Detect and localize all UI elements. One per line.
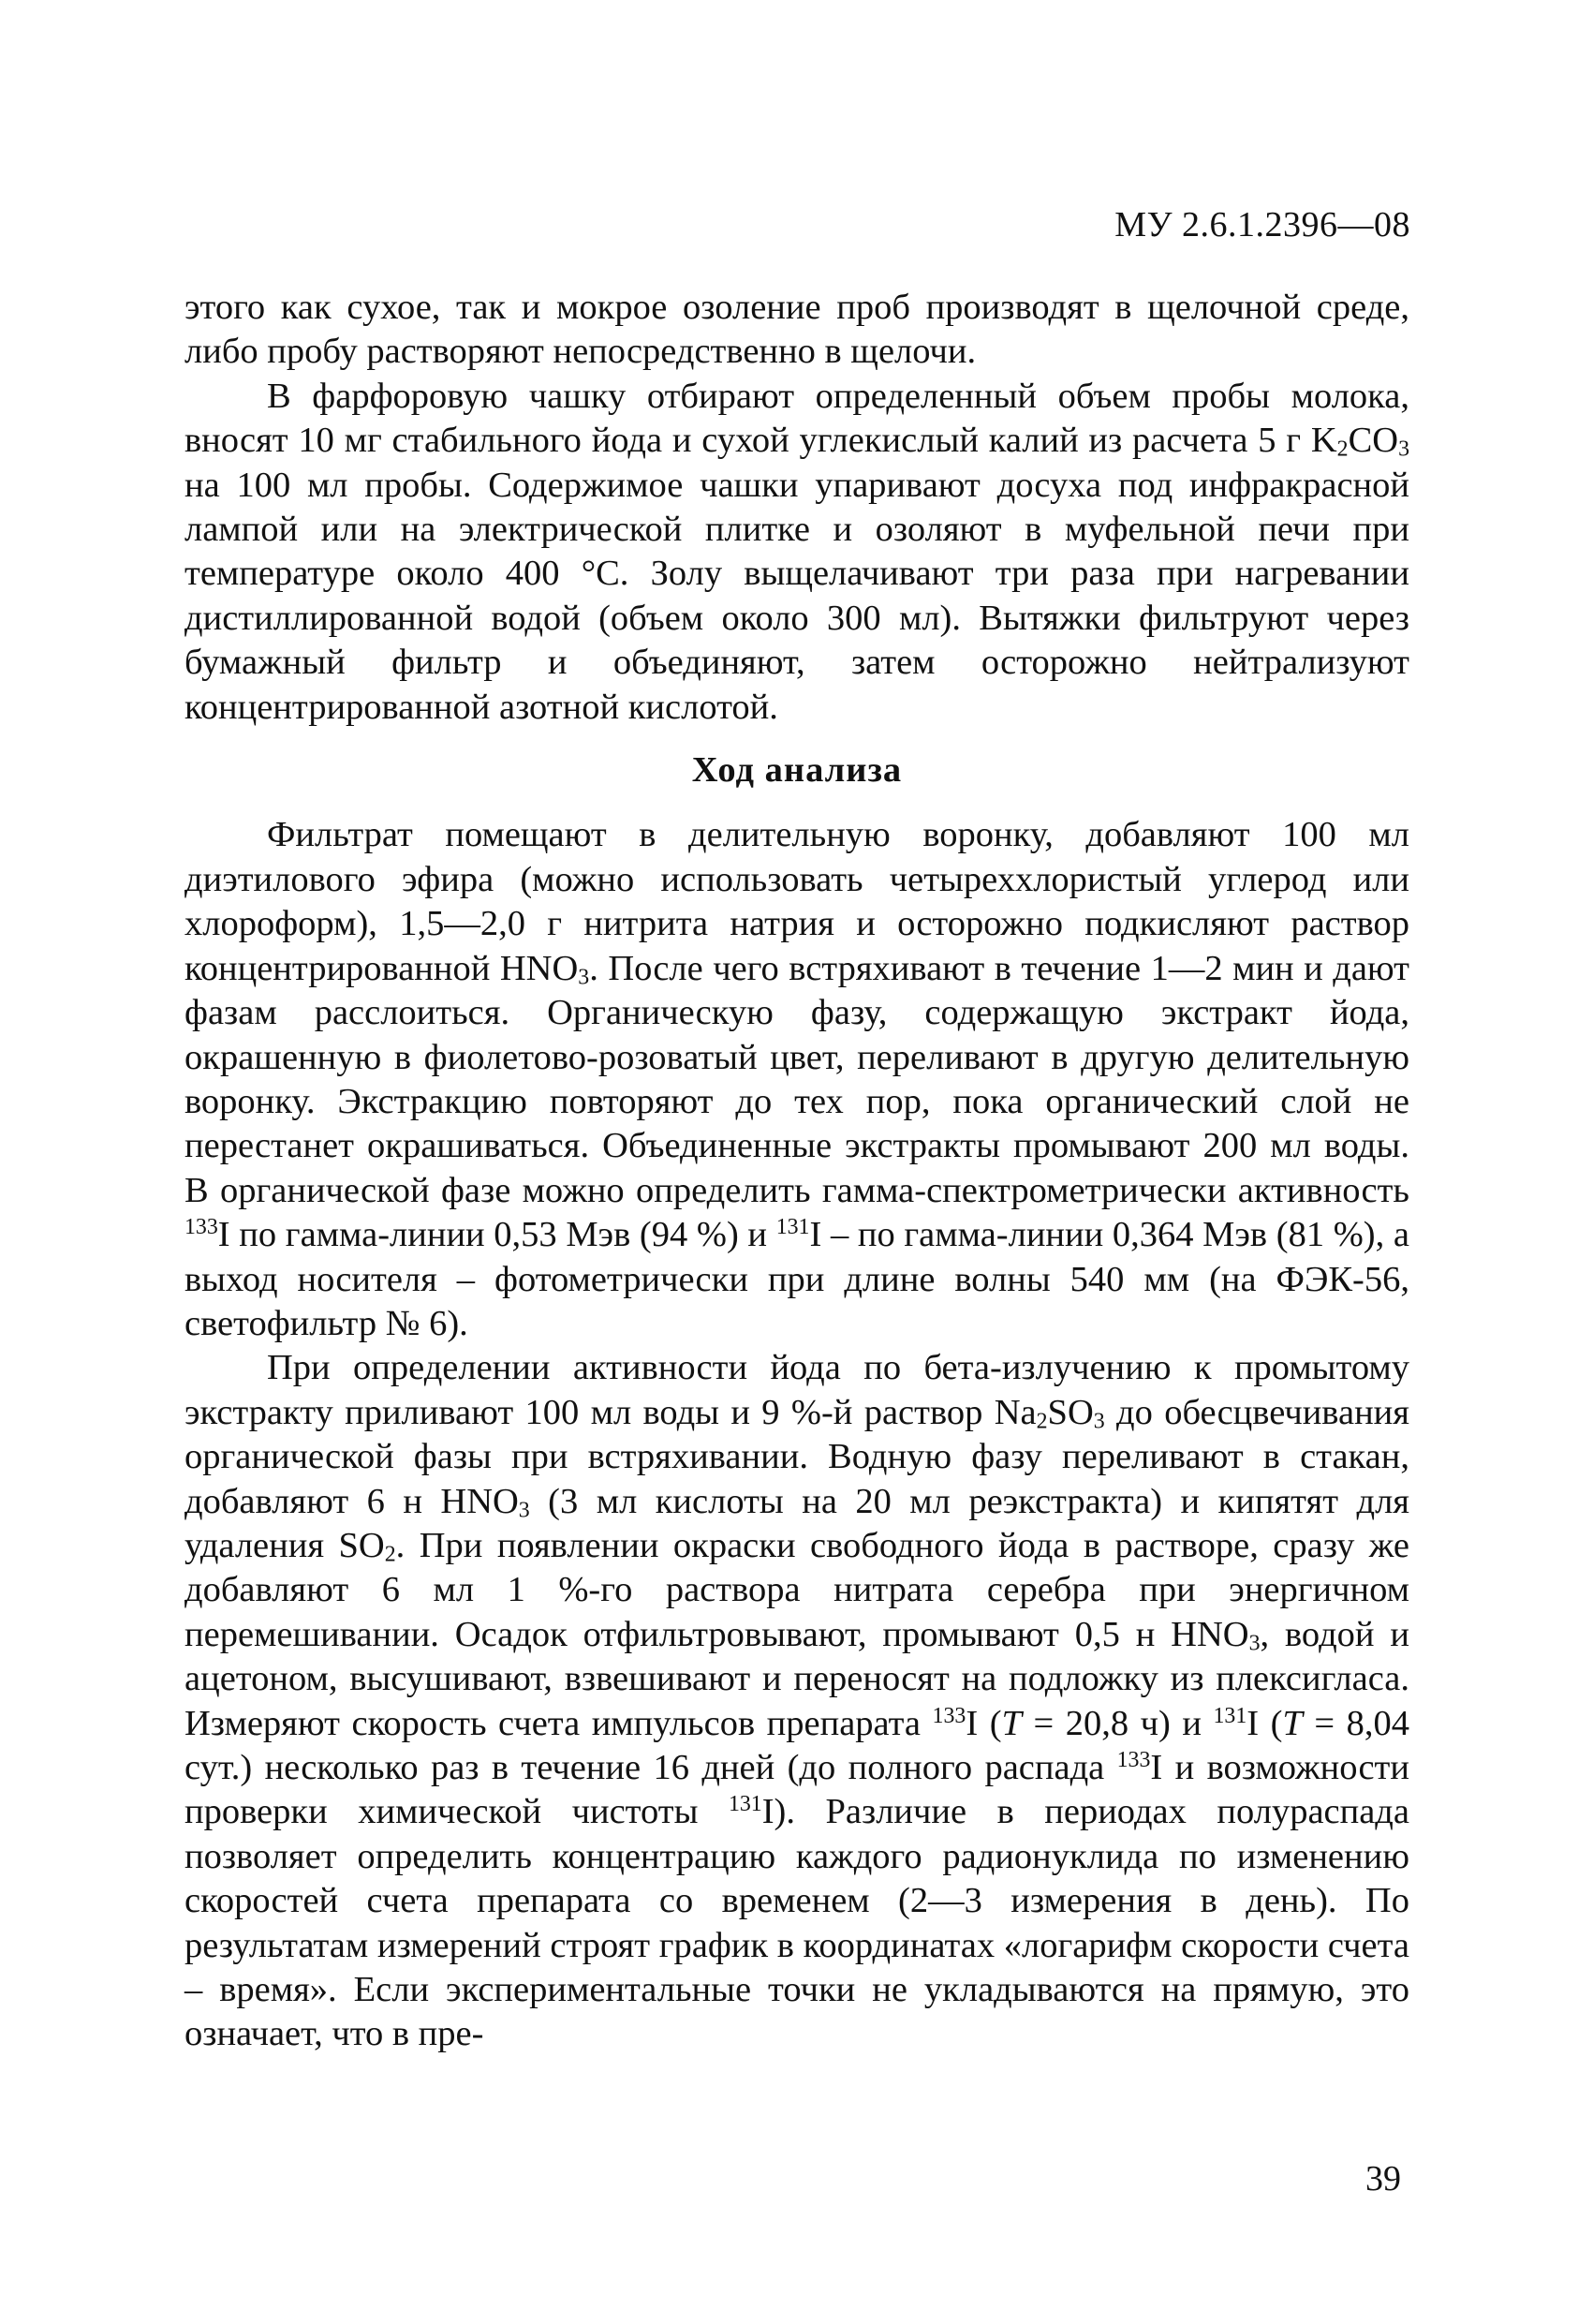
section-heading: Ход анализа (691, 750, 903, 791)
text-run: I ( (1246, 1703, 1283, 1743)
text-run: . При появлении окраски свободного йода в растворе, сразу же добавляют 6 мл 1 %-го раствора нитрата серебра при энергичном перемешивании. Осадок отфильтровывают, промывают 0,5 н HNO (184, 1525, 1409, 1654)
text-run: = 8,04 сут.) несколько раз в течение 16 дней (до полного распада (184, 1703, 1409, 1787)
paragraph-milk-sample-prep (184, 375, 1409, 730)
text-run: , водой и ацетоном, высушивают, взвешивают и переносят на подложку из плексигласа. Измеряют скорость счета импульсов препарата (184, 1614, 1409, 1743)
text-run: на 100 мл пробы. Содержимое чашки упаривают досуха под инфракрасной лампой или на электрической плитке и озоляют в муфельной печи при температуре около 400 °С. Золу выщелачивают три раза при нагревании дистиллированной водой (объем около 300 мл). Вытяжки фильтруют через бумажный фильтр и объединяют, затем осторожно нейтрализуют концентрированной азотной кислотой. (184, 465, 1409, 727)
subscript: 2 (1336, 437, 1349, 462)
text-run: . После чего встряхивают в течение 1—2 мин и дают фазам расслоиться. Органическую фазу, содержащую экстракт йода, окрашенную в фиолетово-розоватый цвет, переливают в другую делительную воронку. Экстракцию повторяют до тех пор, пока органический слой не перестанет окрашиваться. Объединенные экстракты промывают 200 мл воды. В органической фазе можно определить гамма-спектрометрически активность (184, 948, 1410, 1210)
text-run: При определении активности йода по бета-излучению к промытому экстракту приливают 100 мл воды и 9 %-й раствор Na (184, 1348, 1409, 1432)
text-run: I ( (966, 1703, 1002, 1743)
text-run: SO (1047, 1392, 1094, 1432)
text-run: I). Различие в периодах полураспада позволяет определить концентрацию каждого радионуклида по изменению скоростей счета препарата со временем (2—3 измерения в день). По результатам измерений строят график в координатах «логарифм скорости счета – время». Если экспериментальные точки не укладываются на прямую, это означает, что в пре- (184, 1792, 1409, 2054)
text-run: I – по гамма-линии 0,364 Мэв (81 %), а выход носителя – фотометрически при длине волны 540 мм (на ФЭК-56, светофильтр № 6). (184, 1215, 1409, 1343)
subscript: 2 (384, 1542, 396, 1567)
text-run: I по гамма-линии 0,53 Мэв (94 %) и (217, 1215, 776, 1255)
superscript: 131 (1213, 1703, 1247, 1728)
paragraph-extraction (184, 813, 1409, 1346)
text-run: (3 мл кислоты на 20 мл реэкстракта) и кипятят для удаления SO (184, 1481, 1409, 1565)
italic-symbol: T (1282, 1703, 1303, 1743)
page-number: 39 (1365, 2159, 1401, 2198)
text-run: = 20,8 ч) и (1021, 1703, 1214, 1743)
page-body (184, 286, 1409, 2057)
text-run: до обесцвечивания органической фазы при встряхивании. Водную фазу переливают в стакан, добавляют 6 н HNO (184, 1392, 1409, 1521)
paragraph-ashing-continuation: этого как сухое, так и мокрое озоление проб производят в щелочной среде, либо пробу растворяют непосредственно в щелочи. (184, 288, 1409, 372)
subscript: 3 (1398, 437, 1409, 462)
superscript: 133 (184, 1215, 218, 1239)
superscript: 133 (1116, 1747, 1151, 1772)
subscript: 3 (1093, 1409, 1105, 1434)
subscript: 3 (578, 964, 590, 989)
subscript: 2 (1036, 1409, 1048, 1434)
document-code-header: МУ 2.6.1.2396—08 (1114, 205, 1410, 244)
subscript: 3 (1248, 1631, 1261, 1656)
text-run: В фарфоровую чашку отбирают определенный объем пробы молока, вносят 10 мг стабильного йода и сухой углекислый калий из расчета 5 г K (184, 376, 1409, 461)
superscript: 133 (932, 1703, 966, 1728)
superscript: 131 (775, 1215, 810, 1239)
paragraph-beta-measurement (184, 1346, 1409, 2057)
subscript: 3 (518, 1497, 530, 1522)
superscript: 131 (728, 1792, 762, 1817)
text-run: Фильтрат помещают в делительную воронку, добавляют 100 мл диэтилового эфира (можно использовать четыреххлористый углерод или хлороформ), 1,5—2,0 г нитрита натрия и осторожно подкисляют раствор концентрированной HNO (184, 815, 1409, 988)
text-run: CO (1348, 421, 1399, 461)
italic-symbol: T (1001, 1703, 1022, 1743)
text-run: I и возможности проверки химической чистоты (184, 1748, 1409, 1832)
